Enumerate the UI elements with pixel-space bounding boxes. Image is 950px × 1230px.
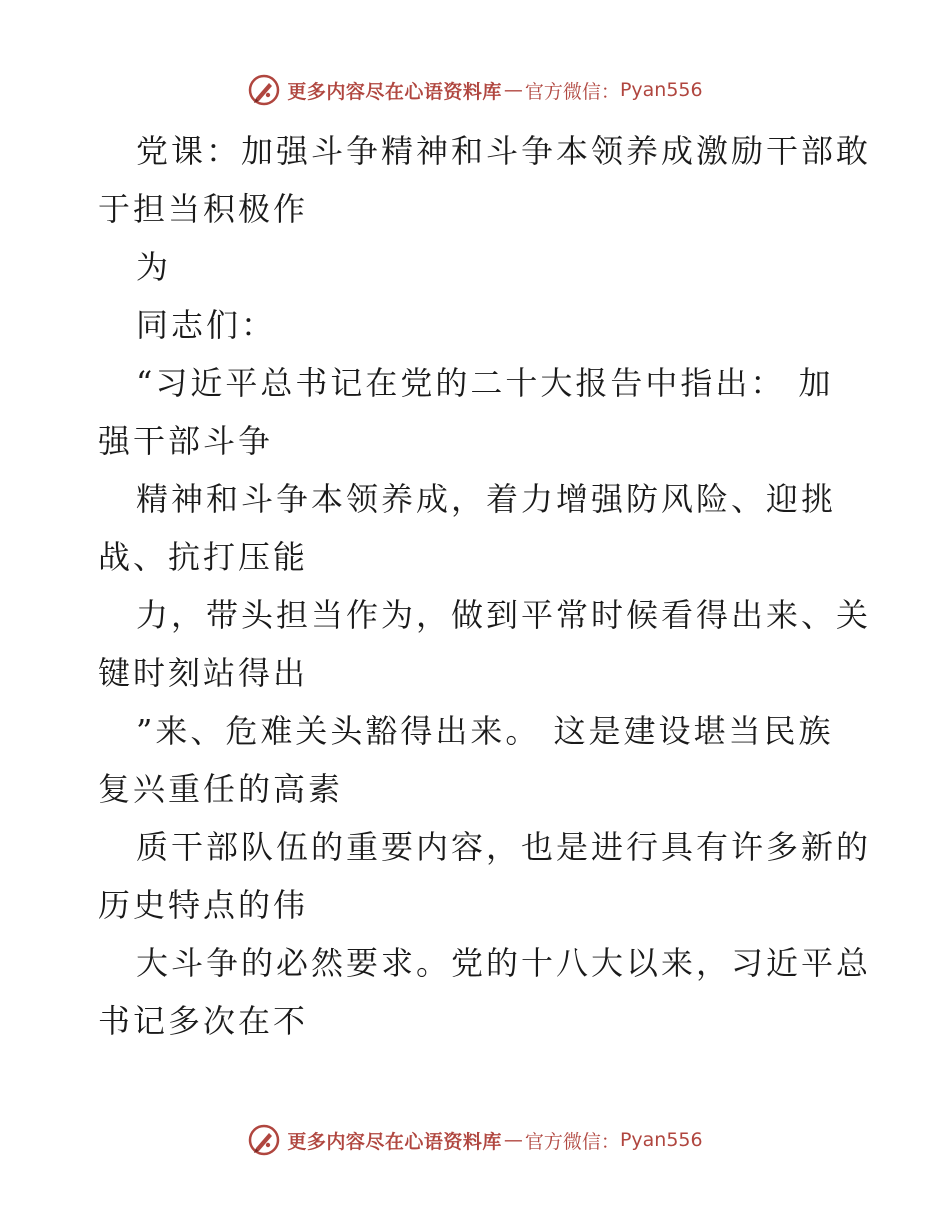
- text-line: “习近平总书记在党的二十大报告中指出： 加: [136, 364, 834, 402]
- text-line: 力，带头担当作为，做到平常时候看得出来、关: [136, 596, 872, 634]
- text-line: 于担当积极作: [98, 190, 309, 228]
- watermark-dash: —: [503, 1129, 523, 1151]
- footer-watermark: [0, 1118, 950, 1162]
- text-line: 战、抗打压能: [98, 538, 309, 576]
- pen-logo-icon: [247, 73, 281, 107]
- watermark-dash: —: [503, 79, 523, 101]
- text-line: 书记多次在不: [98, 1002, 309, 1040]
- header-watermark: [0, 68, 950, 112]
- pen-logo-icon: [247, 1123, 281, 1157]
- text-line: 历史特点的伟: [98, 886, 309, 924]
- document-body: [98, 122, 872, 1050]
- watermark-official-label: 官方微信：: [524, 1130, 620, 1153]
- watermark-official-label: 官方微信：: [524, 80, 620, 103]
- text-line: 大斗争的必然要求。党的十八大以来，习近平总: [136, 944, 872, 982]
- text-line: 复兴重任的高素: [98, 770, 344, 808]
- watermark-wechat-id: Pyan556: [619, 1129, 703, 1151]
- text-line: 强干部斗争: [98, 422, 274, 460]
- watermark-text: 更多内容尽在心语资料库: [287, 1130, 502, 1153]
- text-line: 精神和斗争本领养成，着力增强防风险、迎挑: [136, 480, 837, 518]
- text-line: 同志们：: [136, 306, 277, 344]
- watermark-wechat-id: Pyan556: [619, 79, 703, 101]
- text-line: 为: [136, 248, 172, 286]
- text-line: 党课：加强斗争精神和斗争本领养成激励干部敢: [136, 132, 872, 170]
- text-line: ”来、危难关头豁得出来。 这是建设堪当民族: [136, 712, 834, 750]
- text-line: 质干部队伍的重要内容，也是进行具有许多新的: [136, 828, 872, 866]
- text-line: 键时刻站得出: [98, 654, 309, 692]
- watermark-text: 更多内容尽在心语资料库: [287, 80, 502, 103]
